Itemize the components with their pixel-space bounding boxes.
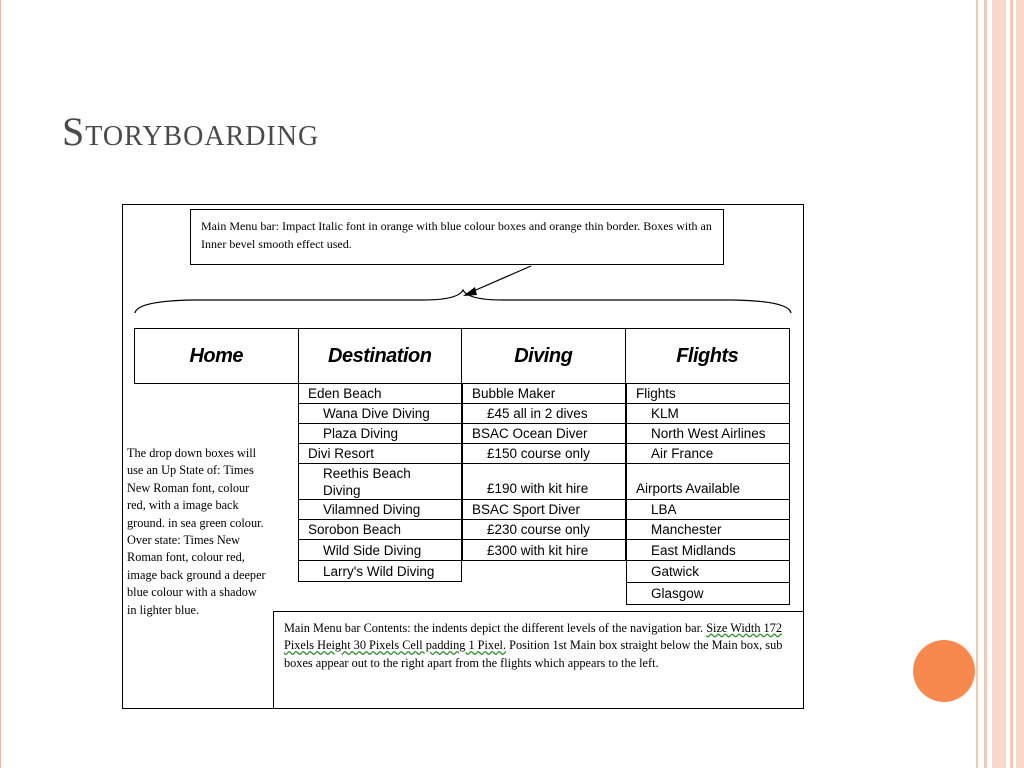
list-item: Glasgow — [626, 583, 790, 605]
list-item: LBA — [626, 500, 790, 520]
list-item: Bubble Maker — [462, 383, 626, 404]
destination-dropdown — [298, 383, 462, 582]
storyboard-figure — [122, 204, 804, 709]
main-menu-bar — [134, 328, 790, 384]
slide-right-decoration — [976, 0, 1024, 768]
list-item: £150 course only — [462, 444, 626, 464]
list-item: £45 all in 2 dives — [462, 404, 626, 424]
list-item: Vilamned Diving — [298, 500, 462, 520]
menu-diving: Diving — [462, 329, 626, 383]
list-item: Flights — [626, 383, 790, 404]
list-item: Plaza Diving — [298, 424, 462, 444]
list-item: North West Airlines — [626, 424, 790, 444]
list-item: East Midlands — [626, 540, 790, 561]
list-item: £230 course only — [462, 520, 626, 540]
orange-circle-decoration — [913, 640, 975, 702]
list-item: Manchester — [626, 520, 790, 540]
list-item: Reethis Beach Diving — [298, 464, 462, 500]
note-menu-contents-part3: Position 1st Main box straight below the Main box, sub boxes appear out to the right apart from the flights which appears to the left. — [284, 638, 783, 670]
list-item: BSAC Ocean Diver — [462, 424, 626, 444]
note-menu-contents — [273, 611, 804, 709]
menu-home: Home — [135, 329, 299, 383]
list-item: £300 with kit hire — [462, 540, 626, 561]
slide-left-border — [0, 0, 1, 768]
list-item: Divi Resort — [298, 444, 462, 464]
flights-dropdown — [626, 383, 790, 605]
list-item: Larry's Wild Diving — [298, 561, 462, 582]
menu-flights: Flights — [676, 344, 739, 367]
list-item: BSAC Sport Diver — [462, 500, 626, 520]
list-item: Airports Available — [626, 464, 790, 500]
list-item: Sorobon Beach — [298, 520, 462, 540]
menu-destination: Destination — [299, 329, 463, 383]
note-menu-contents-part1: Main Menu bar Contents: the indents depict the different levels of the navigation bar. — [284, 621, 707, 635]
note-dropdown-style: The drop down boxes will use an Up State of: Times New Roman font, colour red, with a image back ground. in sea green colour. Over state: Times New Roman font, colour red, image back ground a deeper blue colour with a shadow in lighter blue. — [127, 446, 266, 617]
list-item: Wild Side Diving — [298, 540, 462, 561]
diving-dropdown — [462, 383, 626, 561]
slide-title: Storyboarding — [62, 109, 320, 154]
list-item: Wana Dive Diving — [298, 404, 462, 424]
list-item: Air France — [626, 444, 790, 464]
list-item: KLM — [626, 404, 790, 424]
list-item: £190 with kit hire — [462, 464, 626, 500]
list-item: Gatwick — [626, 561, 790, 583]
list-item: Eden Beach — [298, 383, 462, 404]
brace-and-arrow — [123, 205, 805, 335]
note-main-menu-style: Main Menu bar: Impact Italic font in orange with blue colour boxes and orange thin border. Boxes with an Inner bevel smooth effect used. — [190, 209, 724, 265]
note-menu-contents-size: Size Width 172 Pixels Height 30 Pixels Cell padding 1 Pixel. — [284, 621, 782, 653]
